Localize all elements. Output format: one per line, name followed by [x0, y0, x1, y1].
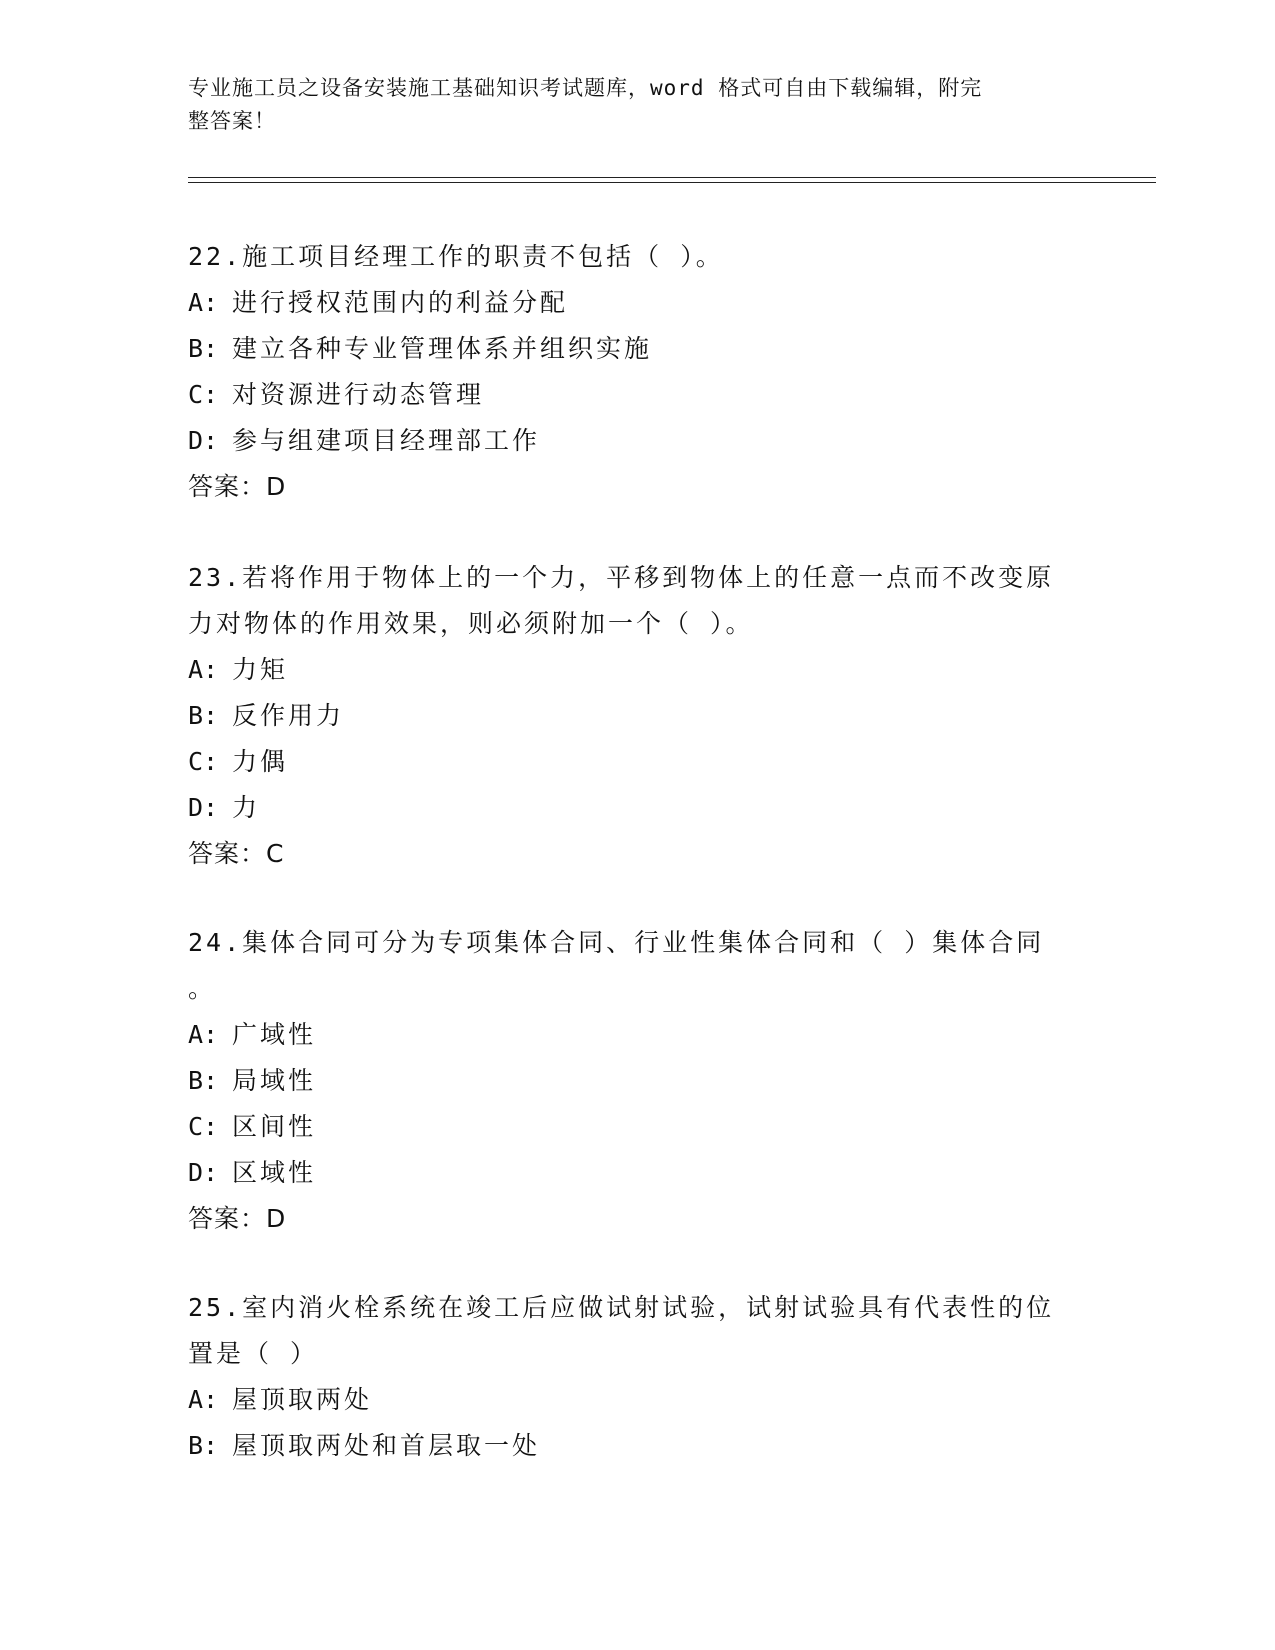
- option-label: A:: [188, 1020, 219, 1049]
- option-label: A:: [188, 655, 219, 684]
- question-stem-line-1: 25.室内消火栓系统在竣工后应做试射试验，试射试验具有代表性的位: [188, 1293, 1055, 1322]
- option-label: D:: [188, 426, 219, 455]
- header-rule-bottom: [188, 182, 1156, 183]
- option-label: D:: [188, 793, 219, 822]
- option-text: 屋顶取两处和首层取一处: [232, 1431, 541, 1460]
- option-c: [188, 1104, 1088, 1150]
- option-text: 力矩: [232, 655, 289, 684]
- option-a: [188, 1377, 1088, 1423]
- option-text: 建立各种专业管理体系并组织实施: [232, 334, 653, 363]
- option-text: 对资源进行动态管理: [232, 380, 485, 409]
- option-b: [188, 1058, 1088, 1104]
- option-b: [188, 693, 1088, 739]
- option-label: B:: [188, 1066, 219, 1095]
- question-24: [188, 920, 1088, 1242]
- option-text: 广域性: [232, 1020, 317, 1049]
- option-text: 进行授权范围内的利益分配: [232, 288, 569, 317]
- option-label: B:: [188, 334, 219, 363]
- option-d: [188, 785, 1088, 831]
- option-label: C:: [188, 747, 219, 776]
- question-stem-line-1: 23.若将作用于物体上的一个力，平移到物体上的任意一点而不改变原: [188, 563, 1055, 592]
- option-label: C:: [188, 1112, 219, 1141]
- option-a: [188, 1012, 1088, 1058]
- question-stem-line-2: 力对物体的作用效果，则必须附加一个（ ）。: [188, 609, 754, 638]
- option-label: A:: [188, 288, 219, 317]
- answer-text: 答案：D: [188, 472, 287, 501]
- option-a: [188, 280, 1088, 326]
- option-text: 参与组建项目经理部工作: [232, 426, 541, 455]
- option-label: C:: [188, 380, 219, 409]
- question-25: [188, 1285, 1088, 1469]
- answer-text: 答案：C: [188, 839, 285, 868]
- header-rule-top: [188, 177, 1156, 178]
- option-d: [188, 1150, 1088, 1196]
- question-stem-line-2: 置是（ ）: [188, 1339, 319, 1368]
- header-line-2: 整答案！: [188, 109, 276, 133]
- header-line-1: 专业施工员之设备安装施工基础知识考试题库，word 格式可自由下载编辑，附完: [188, 76, 983, 100]
- question-22: [188, 234, 1088, 510]
- option-c: [188, 739, 1088, 785]
- option-d: [188, 418, 1088, 464]
- option-text: 区间性: [232, 1112, 317, 1141]
- question-stem-line-1: 24.集体合同可分为专项集体合同、行业性集体合同和（ ）集体合同: [188, 928, 1045, 957]
- question-stem-line-2: 。: [188, 974, 217, 1003]
- question-stem: 22.施工项目经理工作的职责不包括（ ）。: [188, 242, 724, 271]
- option-text: 力偶: [232, 747, 289, 776]
- option-b: [188, 1423, 1088, 1469]
- option-text: 屋顶取两处: [232, 1385, 373, 1414]
- option-label: B:: [188, 701, 219, 730]
- question-23: [188, 555, 1088, 877]
- option-text: 区域性: [232, 1158, 317, 1187]
- option-text: 力: [232, 793, 261, 822]
- option-a: [188, 647, 1088, 693]
- option-label: A:: [188, 1385, 219, 1414]
- document-header: [188, 72, 1068, 138]
- option-b: [188, 326, 1088, 372]
- option-c: [188, 372, 1088, 418]
- option-text: 反作用力: [232, 701, 345, 730]
- option-text: 局域性: [232, 1066, 317, 1095]
- answer-text: 答案：D: [188, 1204, 287, 1233]
- option-label: D:: [188, 1158, 219, 1187]
- option-label: B:: [188, 1431, 219, 1460]
